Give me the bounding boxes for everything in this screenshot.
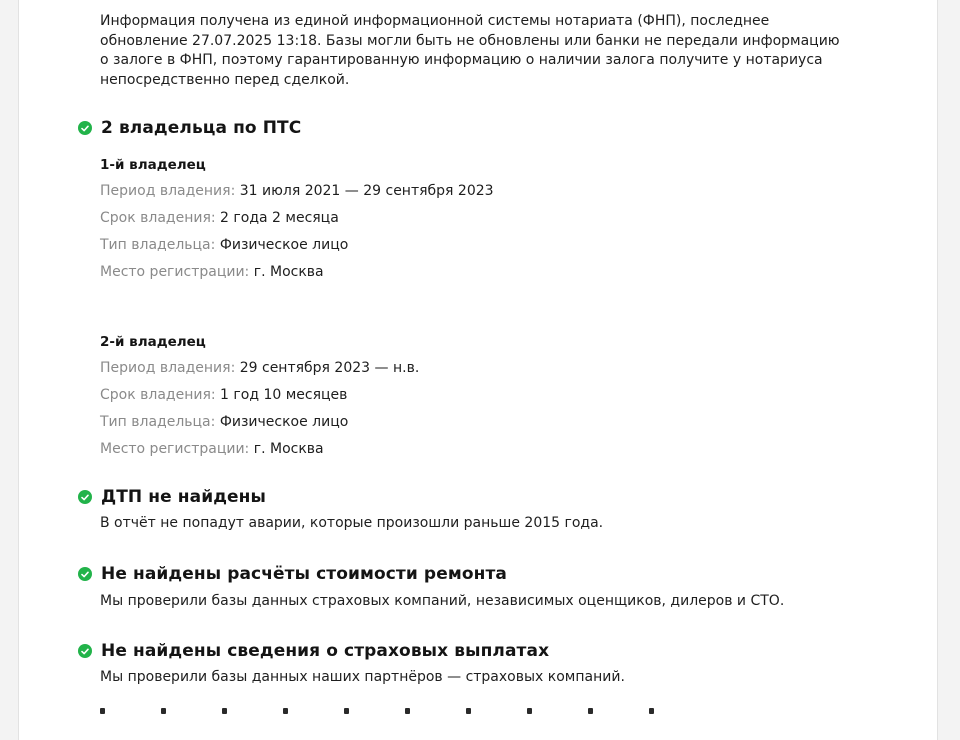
owner-1-type: [100, 237, 348, 253]
repairs-description: Мы проверили базы данных страховых компаний, независимых оценщиков, дилеров и СТО.: [100, 593, 785, 609]
insurance-title-text: Не найдены сведения о страховых выплатах: [101, 641, 550, 661]
duration-value: 2 года 2 месяца: [220, 210, 339, 226]
owner-2-heading: 2-й владелец: [100, 334, 206, 350]
owner-1-duration: [100, 210, 339, 226]
place-value: г. Москва: [253, 264, 324, 280]
cut-glyph: [100, 708, 105, 714]
duration-value: 1 год 10 месяцев: [220, 387, 348, 403]
owner-2-duration: [100, 387, 347, 403]
period-value: 31 июля 2021 — 29 сентября 2023: [239, 183, 494, 199]
period-value: 29 сентября 2023 — н.в.: [239, 360, 420, 376]
cut-glyph: [466, 708, 471, 714]
insurance-description: Мы проверили базы данных наших партнёров — страховых компаний.: [100, 669, 625, 685]
cut-glyph: [222, 708, 227, 714]
type-value: Физическое лицо: [219, 237, 349, 253]
accidents-description: В отчёт не попадут аварии, которые произошли раньше 2015 года.: [100, 515, 604, 531]
cut-glyph: [649, 708, 654, 714]
cut-glyph: [344, 708, 349, 714]
next-section-cutoff: [100, 708, 750, 714]
owner-2-period: [100, 360, 419, 376]
check-circle-icon: [78, 121, 92, 135]
accidents-title-text: ДТП не найдены: [101, 487, 266, 507]
place-label: Место регистрации:: [100, 264, 254, 280]
check-circle-icon: [78, 490, 92, 504]
duration-label: Срок владения:: [100, 387, 221, 403]
owner-1-period: [100, 183, 494, 199]
check-circle-icon: [78, 567, 92, 581]
type-label: Тип владельца:: [100, 237, 220, 253]
place-value: г. Москва: [253, 441, 324, 457]
cut-glyph: [161, 708, 166, 714]
report-card: [18, 0, 938, 740]
cut-glyph: [527, 708, 532, 714]
place-label: Место регистрации:: [100, 441, 254, 457]
insurance-section-title: [78, 641, 549, 661]
duration-label: Срок владения:: [100, 210, 221, 226]
cut-glyph: [588, 708, 593, 714]
owner-2-type: [100, 414, 348, 430]
owners-title-text: 2 владельца по ПТС: [101, 118, 302, 138]
cut-glyph: [283, 708, 288, 714]
owner-1-heading: 1-й владелец: [100, 157, 206, 173]
type-label: Тип владельца:: [100, 414, 220, 430]
period-label: Период владения:: [100, 360, 240, 376]
type-value: Физическое лицо: [219, 414, 349, 430]
owner-2-place: [100, 441, 324, 457]
repairs-section-title: [78, 564, 507, 584]
check-circle-icon: [78, 644, 92, 658]
owners-section-title: [78, 118, 301, 138]
repairs-title-text: Не найдены расчёты стоимости ремонта: [101, 564, 507, 584]
owner-1-place: [100, 264, 324, 280]
accidents-section-title: [78, 487, 266, 507]
period-label: Период владения:: [100, 183, 240, 199]
cut-glyph: [405, 708, 410, 714]
pledge-info-text: Информация получена из единой информационной системы нотариата (ФНП), последнее обновление 27.07.2025 13:18. Базы могли быть не обновлены или банки не передали информацию о залоге в ФНП, поэтому гарантированную информацию о наличии залога получите у нотариуса непосредственно перед сделкой.: [100, 13, 840, 88]
